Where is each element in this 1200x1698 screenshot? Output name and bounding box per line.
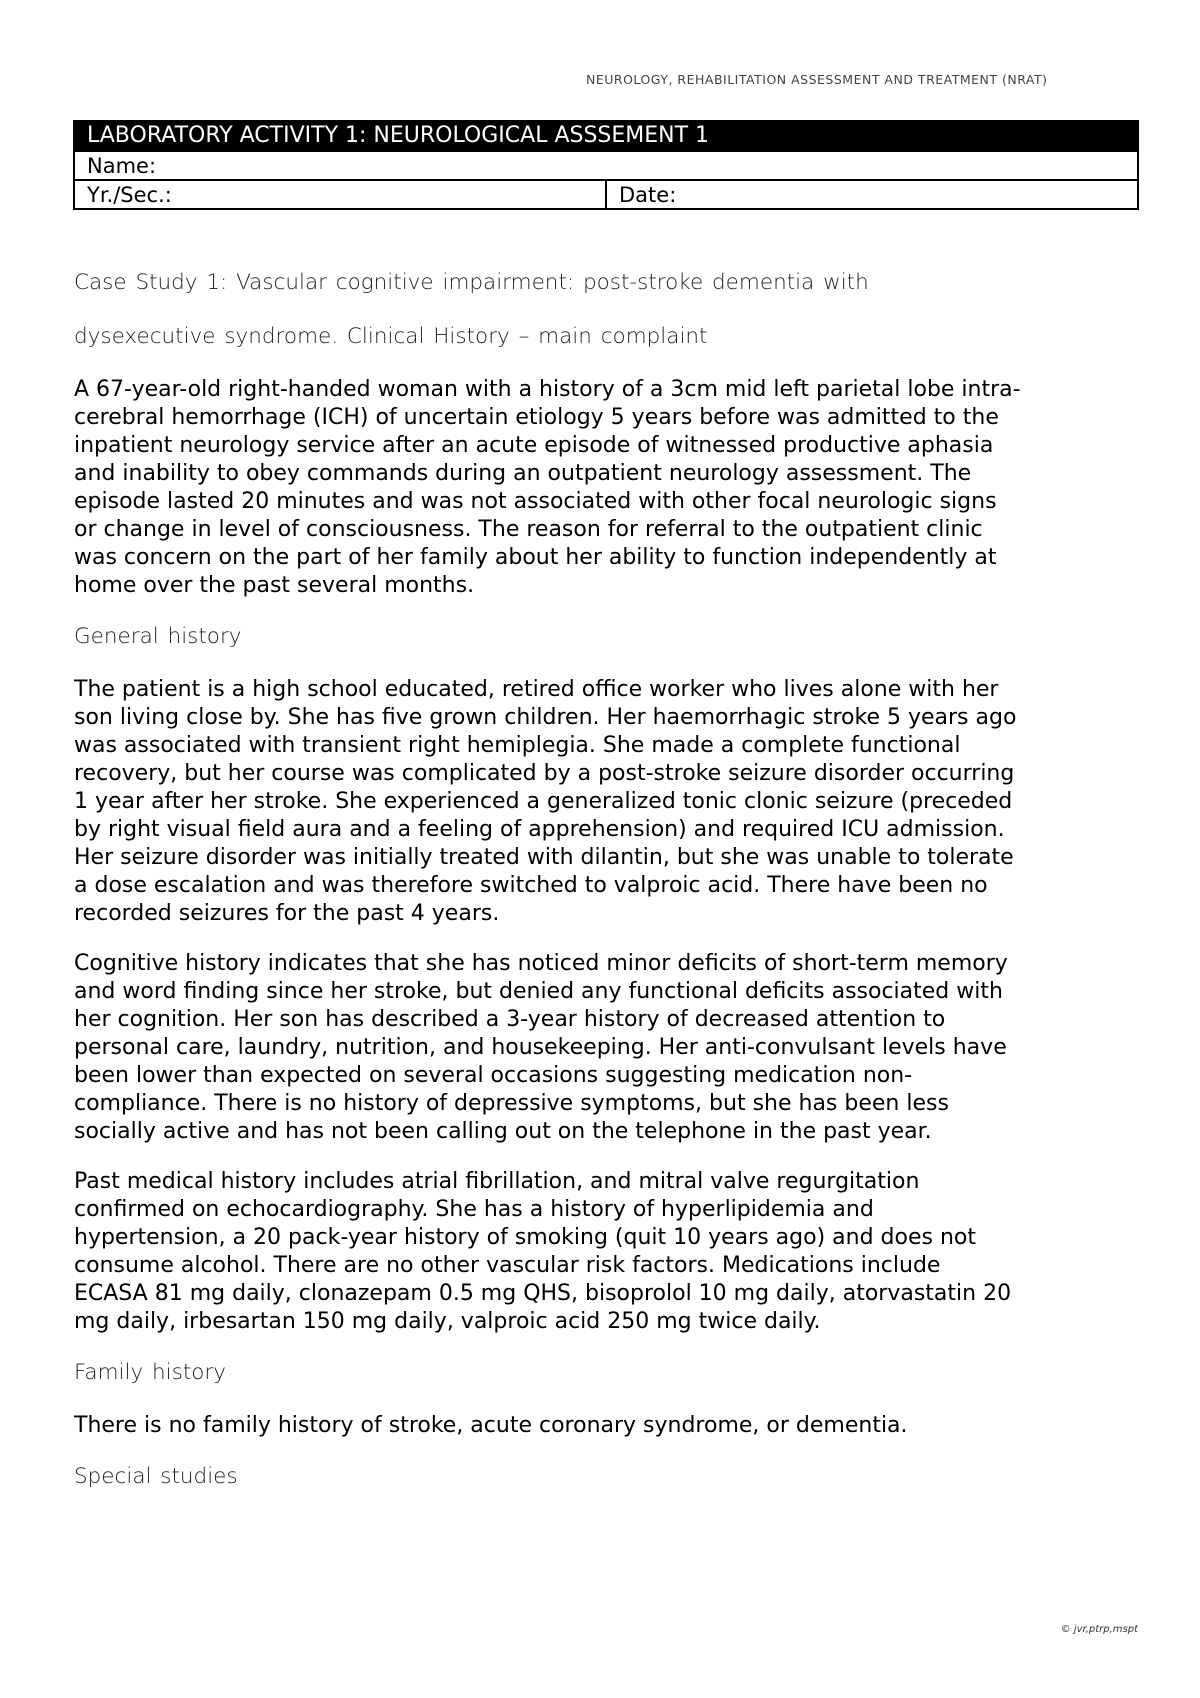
case-study-content [74, 268, 1134, 1516]
case-heading-line-2: dysexecutive syndrome. Clinical History – main complaint [74, 324, 708, 349]
copyright-footer: © jvr,ptrp,mspt [1060, 1624, 1138, 1635]
student-info-table [73, 120, 1139, 210]
running-header: NEUROLOGY, REHABILITATION ASSESSMENT AND TREATMENT (NRAT) [586, 72, 1048, 87]
main-complaint-paragraph: A 67-year-old right-handed woman with a history of a 3cm mid left parietal lobe intra- cerebral hemorrhage (ICH) of uncertain etiology 5 years before was admitted to the inpatient neurology service after an acute episode of witnessed productive aphasia and inability to obey commands during an outpatient neurology assessment. The episode lasted 20 minutes and was not associated with other focal neurologic signs or change in level of consciousness. The reason for referral to the outpatient clinic was concern on the part of her family about her ability to function independently at home over the past several months. [74, 377, 1021, 598]
family-history-paragraph: There is no family history of stroke, acute coronary syndrome, or dementia. [74, 1413, 908, 1438]
special-studies-heading: Special studies [74, 1464, 238, 1489]
general-history-heading: General history [74, 624, 242, 649]
date-field[interactable]: Date: [606, 180, 1138, 209]
case-heading-line-1: Case Study 1: Vascular cognitive impairment: post-stroke dementia with [74, 270, 869, 295]
past-medical-history-paragraph: Past medical history includes atrial fibrillation, and mitral valve regurgitation confirmed on echocardiography. She has a history of hyperlipidemia and hypertension, a 20 pack-year history of smoking (quit 10 years ago) and does not consume alcohol. There are no other vascular risk factors. Medications include ECASA 81 mg daily, clonazepam 0.5 mg QHS, bisoprolol 10 mg daily, atorvastatin 20 mg daily, irbesartan 150 mg daily, valproic acid 250 mg twice daily. [74, 1169, 1012, 1334]
activity-title: LABORATORY ACTIVITY 1: NEUROLOGICAL ASSSEMENT 1 [74, 121, 1138, 151]
family-history-heading: Family history [74, 1360, 226, 1385]
yr-sec-field[interactable]: Yr./Sec.: [74, 180, 606, 209]
cognitive-history-paragraph: Cognitive history indicates that she has noticed minor deficits of short-term memory and word finding since her stroke, but denied any functional deficits associated with her cognition. Her son has described a 3-year history of decreased attention to personal care, laundry, nutrition, and housekeeping. Her anti-convulsant levels have been lower than expected on several occasions suggesting medication non- compliance. There is no history of depressive symptoms, but she has been less socially active and has not been calling out on the telephone in the past year. [74, 951, 1008, 1144]
name-field[interactable]: Name: [74, 151, 1138, 180]
general-history-paragraph: The patient is a high school educated, retired office worker who lives alone with her son living close by. She has five grown children. Her haemorrhagic stroke 5 years ago was associated with transient right hemiplegia. She made a complete functional recovery, but her course was complicated by a post-stroke seizure disorder occurring 1 year after her stroke. She experienced a generalized tonic clonic seizure (preceded by right visual field aura and a feeling of apprehension) and required ICU admission. Her seizure disorder was initially treated with dilantin, but she was unable to tolerate a dose escalation and was therefore switched to valproic acid. There have been no recorded seizures for the past 4 years. [74, 677, 1017, 926]
